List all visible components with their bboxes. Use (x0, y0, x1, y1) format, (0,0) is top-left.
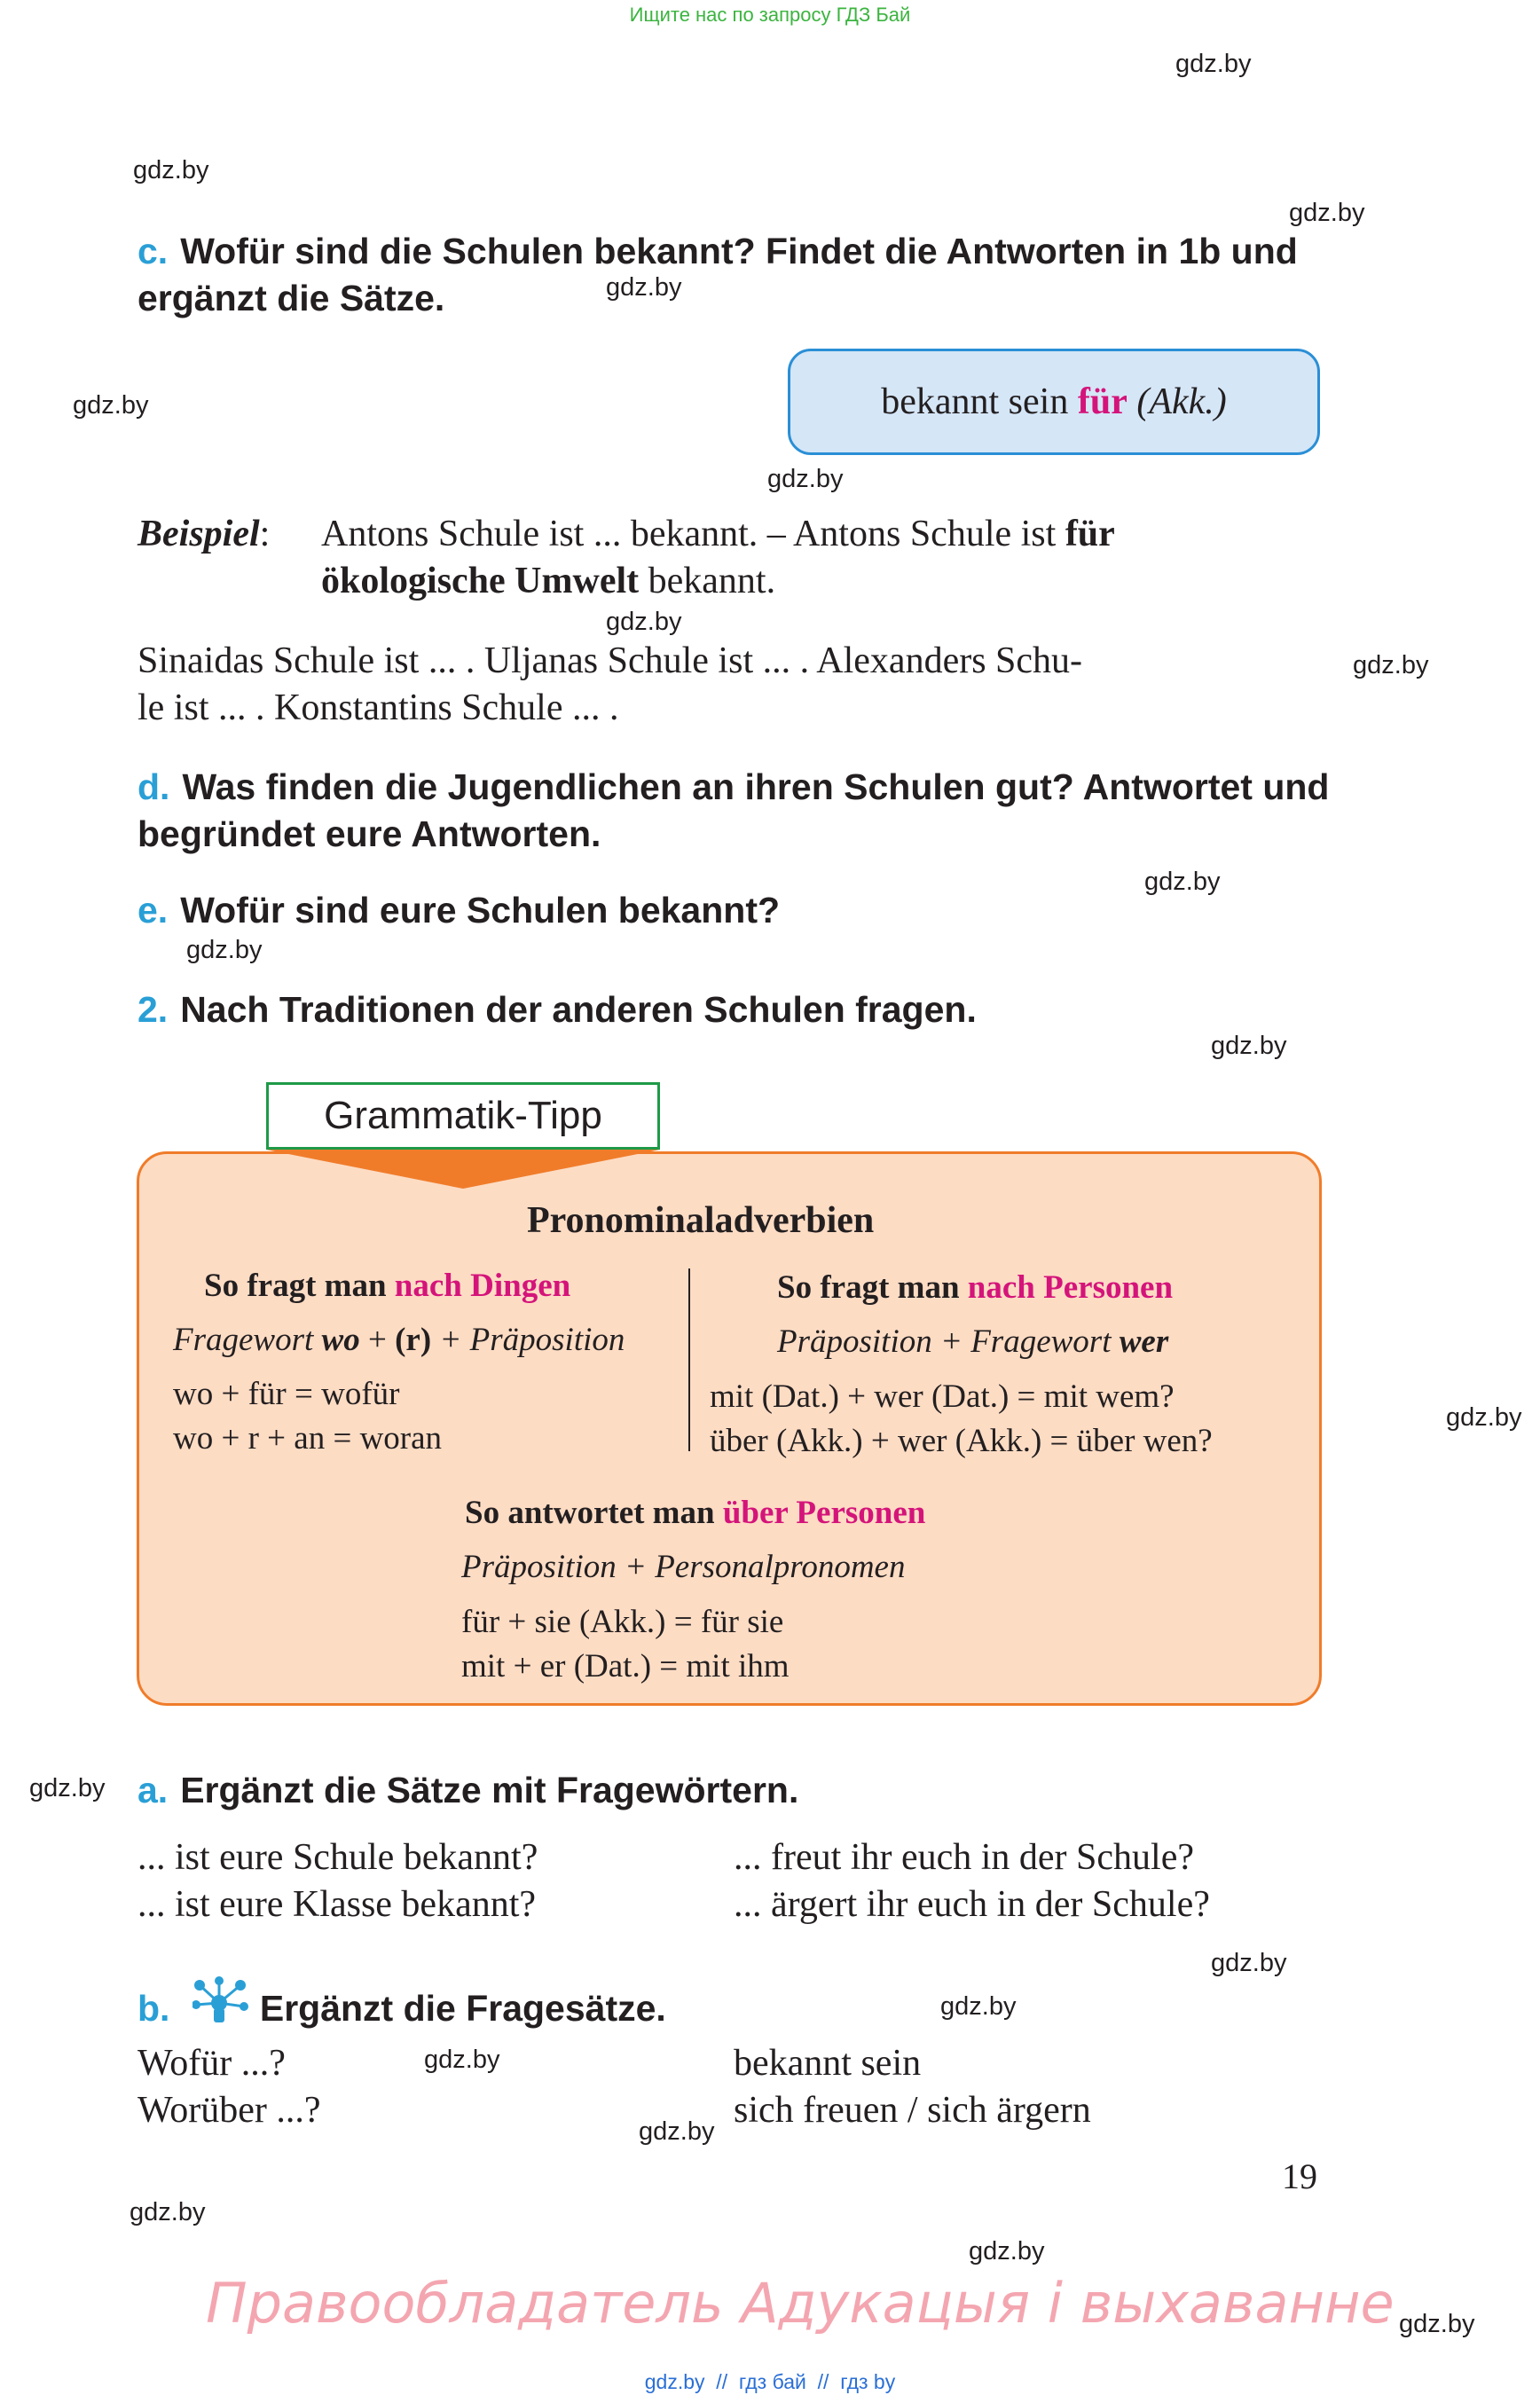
left-heading (204, 1267, 570, 1305)
task-text: Wofür sind die Schulen bekannt? Findet die Antworten in 1b und (180, 231, 1298, 271)
right-example-2: über (Akk.) + wer (Akk.) = über wen? (710, 1423, 1213, 1459)
tab-arrow-icon (266, 1150, 660, 1190)
watermark: gdz.by (29, 1774, 106, 1802)
watermark: gdz.by (1175, 50, 1252, 78)
bottom-formula: Präposition + Personalpronomen (461, 1549, 906, 1585)
task-letter: c. (138, 231, 169, 271)
watermark: gdz.by (606, 273, 682, 302)
task-text: Was finden die Jugendlichen an ihren Schulen gut? Antwortet und (182, 766, 1330, 807)
watermark: gdz.by (1144, 868, 1221, 896)
watermark: gdz.by (1211, 1032, 1287, 1060)
bottom-example-1: für + sie (Akk.) = für sie (461, 1604, 784, 1640)
watermark: gdz.by (73, 391, 149, 420)
hint-prefix: bekannt sein (881, 381, 1078, 422)
watermark: gdz.by (186, 936, 263, 964)
watermark: gdz.by (130, 2198, 206, 2226)
question-left-2: ... ist eure Klasse bekannt? (138, 1884, 537, 1925)
watermark: gdz.by (606, 608, 682, 636)
task-letter: e. (138, 890, 169, 931)
formula-part: Fragewort (173, 1322, 322, 1358)
pair-left-1: Wofür ...? (138, 2043, 286, 2084)
pair-right-1: bekannt sein (734, 2043, 922, 2084)
grammar-tip-tab: Grammatik-Tipp (266, 1082, 660, 1150)
beispiel-label (138, 513, 270, 555)
watermark: gdz.by (1353, 651, 1429, 679)
task-letter: b. (138, 1988, 170, 2029)
formula-bold: wer (1119, 1323, 1169, 1360)
bottom-heading (465, 1494, 925, 1532)
heading-text: So antwortet man (465, 1495, 723, 1531)
task-e (138, 890, 780, 931)
question-left-1: ... ist eure Schule bekannt? (138, 1837, 538, 1878)
hint-bubble (788, 349, 1320, 455)
heading-text: So fragt man (777, 1269, 968, 1306)
task-c-line2: ergänzt die Sätze. (138, 278, 445, 318)
beispiel-word: Beispiel (138, 514, 260, 554)
watermark: gdz.by (1399, 2310, 1475, 2338)
right-example-1: mit (Dat.) + wer (Dat.) = mit wem? (710, 1378, 1175, 1415)
task-c-line1 (138, 231, 1298, 272)
right-heading (777, 1268, 1173, 1307)
fill-line2: le ist ... . Konstantins Schule ... . (138, 687, 619, 728)
watermark: gdz.by (424, 2046, 500, 2074)
beispiel-line2 (321, 560, 775, 602)
watermark: gdz.by (1289, 199, 1365, 227)
beispiel-text: bekannt. (639, 561, 776, 601)
question-right-2: ... ärgert ihr euch in der Schule? (734, 1884, 1210, 1925)
heading-text: So fragt man (204, 1268, 395, 1304)
grammar-title: Pronominaladverbien (527, 1200, 875, 1241)
question-right-1: ... freut ihr euch in der Schule? (734, 1837, 1194, 1878)
task-text: Wofür sind eure Schulen bekannt? (180, 890, 781, 931)
task-letter: d. (138, 766, 170, 807)
task-letter: a. (138, 1770, 169, 1810)
task-number: 2. (138, 989, 169, 1030)
left-formula (173, 1321, 625, 1359)
watermark: gdz.by (639, 2117, 715, 2146)
bottom-example-2: mit + er (Dat.) = mit ihm (461, 1648, 790, 1684)
task-text: Nach Traditionen der anderen Schulen fragen. (180, 989, 977, 1030)
watermark: gdz.by (133, 156, 209, 185)
left-example-1: wo + für = wofür (173, 1376, 400, 1412)
right-formula (777, 1323, 1168, 1361)
search-hint: Ищите нас по запросу ГДЗ Бай (629, 4, 911, 26)
heading-highlight: nach Personen (967, 1269, 1174, 1306)
task-a (138, 1770, 798, 1811)
pair-right-2: sich freuen / sich ärgern (734, 2090, 1091, 2131)
task-d-line2: begründet eure Antworten. (138, 813, 601, 854)
copyright-notice: Правообладатель Адукацыя і выхаванне (206, 2271, 1395, 2336)
pair-left-2: Worüber ...? (138, 2090, 321, 2131)
watermark: gdz.by (1446, 1403, 1522, 1432)
formula-bold: (r) (395, 1322, 432, 1358)
formula-plus: + (359, 1322, 396, 1358)
watermark: gdz.by (767, 465, 844, 493)
hint-preposition: für (1077, 381, 1128, 422)
watermark: gdz.by (1211, 1949, 1287, 1977)
task-2 (138, 989, 977, 1031)
beispiel-line1 (321, 513, 1115, 555)
page-number: 19 (1282, 2156, 1317, 2196)
task-text: Ergänzt die Sätze mit Fragewörtern. (180, 1770, 799, 1810)
heading-highlight: über Personen (722, 1495, 926, 1531)
left-example-2: wo + r + an = woran (173, 1420, 443, 1457)
task-b (138, 1976, 666, 2030)
beispiel-bold: ökologische Umwelt (321, 561, 640, 601)
footer-links[interactable]: gdz.by // гдз бай // гдз by (644, 2370, 896, 2393)
watermark: gdz.by (969, 2237, 1045, 2266)
fill-line1: Sinaidas Schule ist ... . Uljanas Schule ist ... . Alexanders Schu- (138, 640, 1083, 681)
formula-bold: wo (321, 1322, 360, 1358)
task-text: Ergänzt die Fragesätze. (259, 1988, 666, 2029)
beispiel-colon: : (259, 514, 271, 554)
watermark: gdz.by (940, 1992, 1017, 2021)
formula-part: Präposition + Fragewort (777, 1323, 1120, 1360)
beispiel-text: Antons Schule ist ... bekannt. – Antons Schule ist (321, 514, 1065, 554)
beispiel-bold: für (1065, 514, 1115, 554)
task-d-line1 (138, 766, 1329, 808)
heading-highlight: nach Dingen (394, 1268, 571, 1304)
column-divider (688, 1268, 690, 1451)
formula-part: + Präposition (431, 1322, 625, 1358)
group-work-icon (192, 1976, 249, 2026)
hint-case: (Akk.) (1136, 381, 1227, 422)
